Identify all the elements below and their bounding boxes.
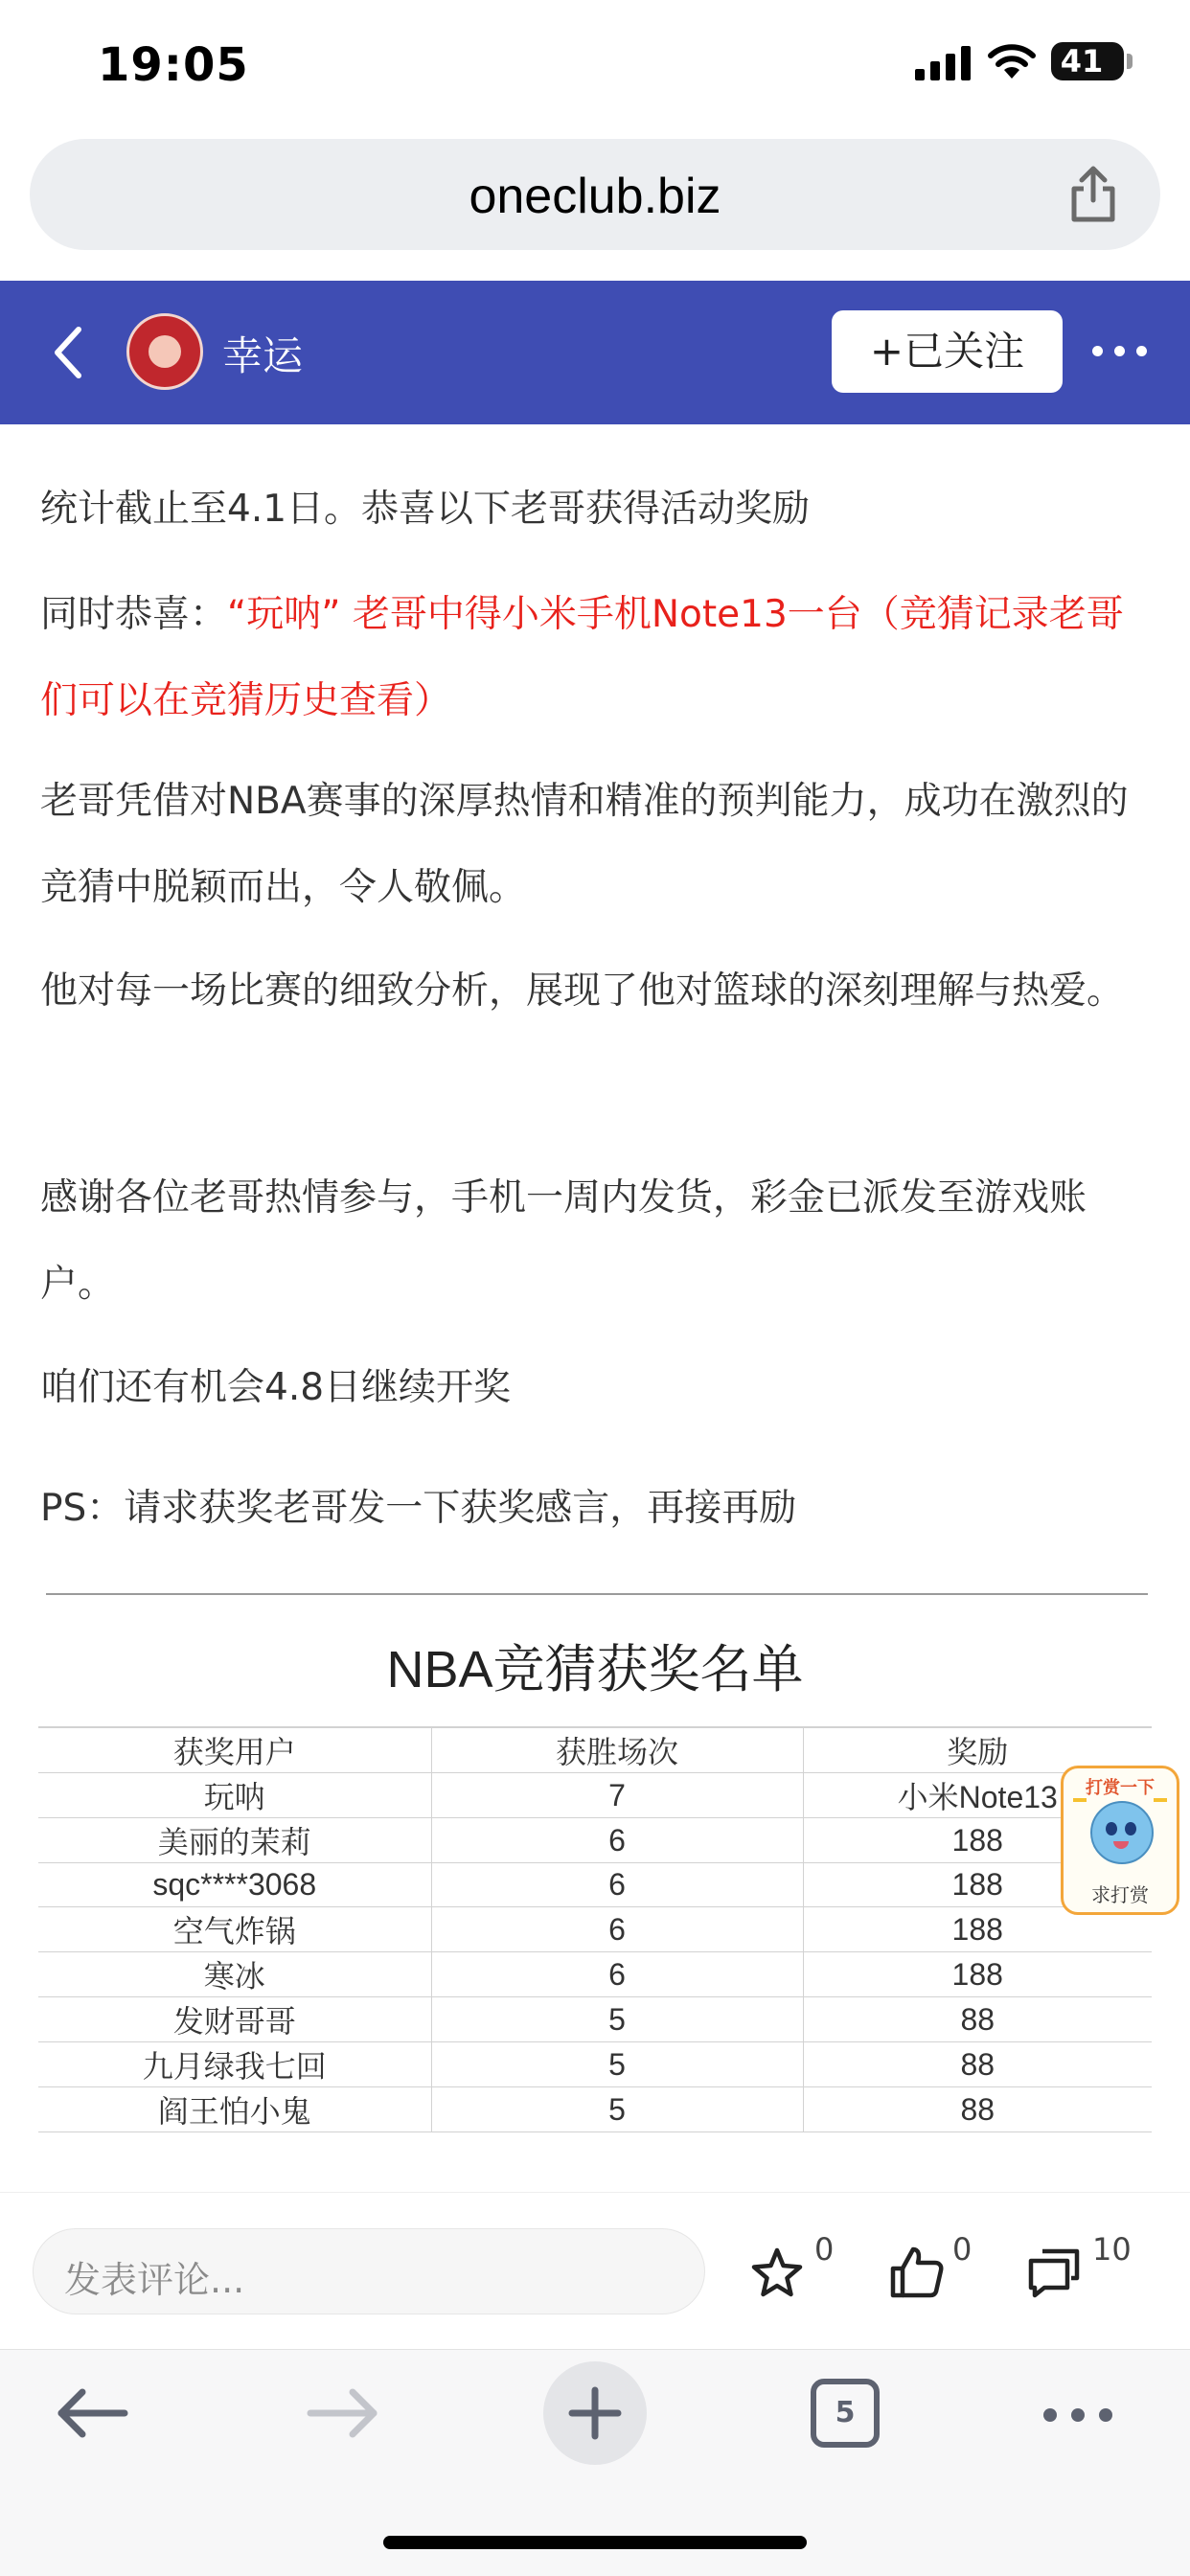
table-cell-wins: 7 xyxy=(431,1773,803,1818)
article-paragraph-4: 他对每一场比赛的细致分析，展现了他对篮球的深刻理解与热爱。 xyxy=(40,969,1125,1013)
back-arrow-icon[interactable] xyxy=(50,324,88,381)
table-row xyxy=(38,1773,1152,1818)
table-header-cell: 获奖用户 xyxy=(38,1727,431,1773)
avatar-koi-icon xyxy=(149,335,181,368)
browser-forward-icon[interactable] xyxy=(307,2388,379,2438)
browser-back-icon[interactable] xyxy=(56,2388,128,2438)
comment-placeholder: 发表评论... xyxy=(64,2259,245,2301)
comments-icon[interactable] xyxy=(1025,2245,1083,2301)
like-count: 0 xyxy=(952,2231,973,2268)
table-cell-user: sqc****3068 xyxy=(38,1863,431,1907)
tip-label: 求打赏 xyxy=(1091,1883,1149,1906)
status-bar xyxy=(0,0,1190,129)
plus-icon xyxy=(568,2386,622,2440)
table-cell-reward: 88 xyxy=(803,1997,1152,2042)
table-header-row xyxy=(38,1727,1152,1773)
home-indicator xyxy=(383,2536,807,2549)
table-cell-wins: 5 xyxy=(431,1997,803,2042)
article-highlight-text: “玩呐” 老哥中得小米手机Note13一台（竞猜记录老哥们可以在竞猜历史查看） xyxy=(40,593,1124,722)
article-paragraph-7: PS：请求获奖老哥发一下获奖感言，再接再励 xyxy=(40,1487,797,1530)
table-cell-wins: 5 xyxy=(431,2042,803,2087)
table-row xyxy=(38,1997,1152,2042)
table-cell-reward: 88 xyxy=(803,2042,1152,2087)
table-row xyxy=(38,1952,1152,1997)
table-cell-user: 美丽的茉莉 xyxy=(38,1818,431,1863)
tab-count: 5 xyxy=(835,2396,856,2429)
table-cell-user: 发财哥哥 xyxy=(38,1997,431,2042)
table-row xyxy=(38,1907,1152,1952)
mascot-mouth xyxy=(1113,1841,1129,1849)
table-header-cell: 奖励 xyxy=(803,1727,1152,1773)
comment-bar xyxy=(0,2192,1190,2346)
new-tab-button[interactable] xyxy=(543,2361,647,2465)
table-divider xyxy=(46,1593,1148,1595)
table-cell-wins: 6 xyxy=(431,1818,803,1863)
table-cell-user: 空气炸锅 xyxy=(38,1907,431,1952)
comment-input[interactable] xyxy=(33,2228,705,2314)
table-header-cell: 获胜场次 xyxy=(431,1727,803,1773)
url-text[interactable]: oneclub.biz xyxy=(469,169,721,224)
mascot-eye xyxy=(1106,1822,1117,1835)
table-cell-wins: 5 xyxy=(431,2087,803,2132)
article-paragraph-5: 感谢各位老哥热情参与，手机一周内发货，彩金已派发至游戏账户。 xyxy=(40,1176,1087,1306)
tip-top-text: 打赏一下 xyxy=(1086,1778,1155,1798)
comment-count: 10 xyxy=(1092,2231,1132,2268)
table-row xyxy=(38,1818,1152,1863)
table-cell-reward: 188 xyxy=(803,1952,1152,1997)
table-row xyxy=(38,2042,1152,2087)
winners-table-image[interactable] xyxy=(38,1590,1152,2131)
table-cell-wins: 6 xyxy=(431,1952,803,1997)
article-paragraph-1: 统计截止至4.1日。恭喜以下老哥获得活动奖励 xyxy=(40,488,811,531)
table-cell-reward: 88 xyxy=(803,2087,1152,2132)
table-cell-reward: 188 xyxy=(803,1907,1152,1952)
table-cell-user: 玩呐 xyxy=(38,1773,431,1818)
browser-menu-icon[interactable] xyxy=(1042,2407,1113,2423)
mascot-icon xyxy=(1090,1801,1154,1864)
table-cell-user: 寒冰 xyxy=(38,1952,431,1997)
article-paragraph-2 xyxy=(40,572,1152,744)
table-row xyxy=(38,2087,1152,2132)
tabs-button[interactable] xyxy=(811,2379,880,2448)
battery-nub xyxy=(1127,54,1133,69)
table-cell-wins: 6 xyxy=(431,1907,803,1952)
post-header xyxy=(0,281,1190,424)
follow-button[interactable]: +已关注 xyxy=(832,310,1063,393)
table-cell-user: 阎王怕小鬼 xyxy=(38,2087,431,2132)
article-paragraph-3: 老哥凭借对NBA赛事的深厚热情和精准的预判能力，成功在激烈的竞猜中脱颖而出，令人敬佩。 xyxy=(40,780,1129,909)
table-cell-wins: 6 xyxy=(431,1863,803,1907)
author-avatar[interactable] xyxy=(126,313,203,390)
favorite-star-icon[interactable] xyxy=(749,2245,805,2301)
share-icon[interactable] xyxy=(1064,164,1122,225)
more-options-icon[interactable] xyxy=(1092,346,1150,359)
table-cell-reward: 小米Note13 xyxy=(803,1773,1152,1818)
cellular-signal-icon xyxy=(915,46,974,80)
article-paragraph-2-prefix: 同时恭喜： xyxy=(40,593,228,636)
article-paragraph-6: 咱们还有机会4.8日继续开奖 xyxy=(40,1366,512,1409)
browser-toolbar xyxy=(0,2349,1190,2576)
address-bar[interactable] xyxy=(30,139,1160,250)
mascot-eye xyxy=(1125,1822,1136,1835)
battery-level: 41 xyxy=(1060,43,1104,80)
winners-table xyxy=(38,1726,1152,2132)
favorite-count: 0 xyxy=(814,2231,835,2268)
table-cell-user: 九月绿我七回 xyxy=(38,2042,431,2087)
author-name[interactable]: 幸运 xyxy=(222,332,304,379)
tip-button[interactable] xyxy=(1061,1766,1179,1915)
table-cell-reward: 188 xyxy=(803,1863,1152,1907)
table-cell-reward: 188 xyxy=(803,1818,1152,1863)
like-thumb-icon[interactable] xyxy=(887,2244,945,2301)
wifi-icon xyxy=(987,42,1037,80)
status-time: 19:05 xyxy=(98,38,249,92)
winners-table-title: NBA竞猜获奖名单 xyxy=(386,1641,804,1698)
table-row xyxy=(38,1863,1152,1907)
